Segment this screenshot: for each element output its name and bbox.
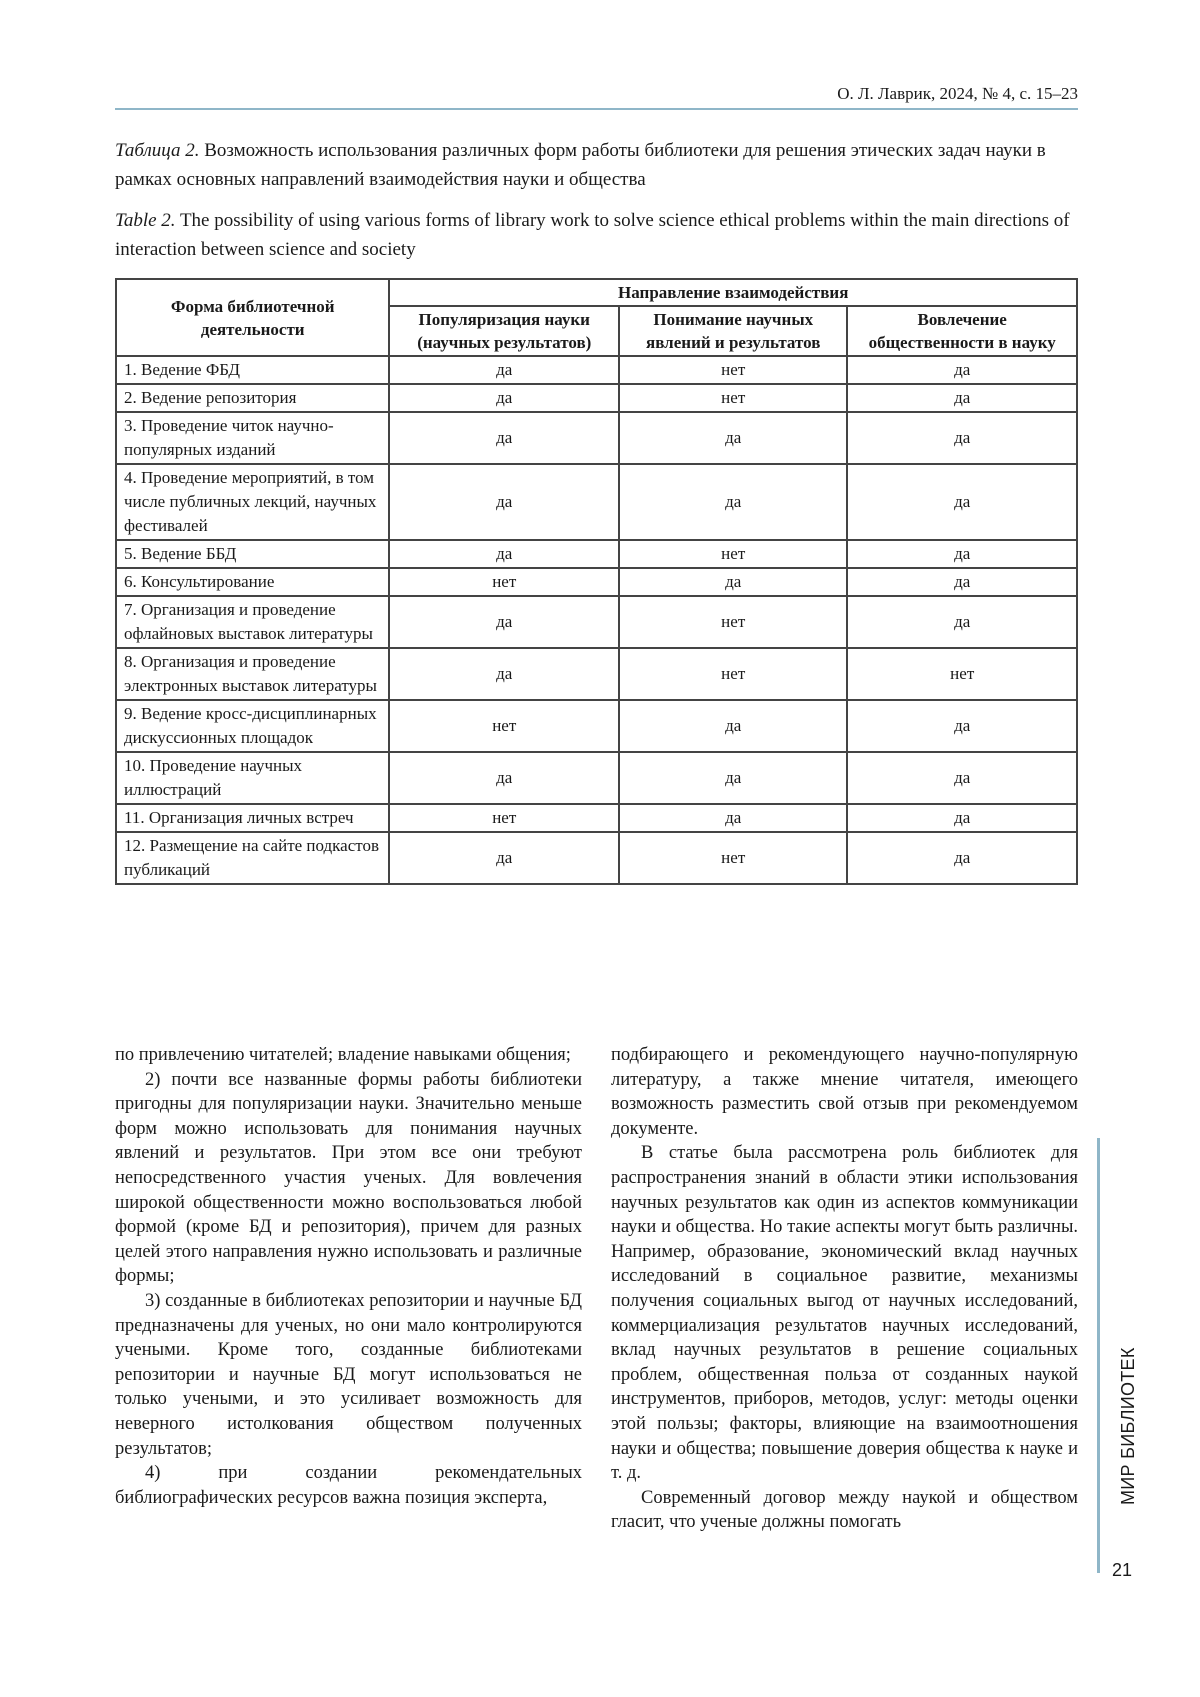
sidebar-rule [1097, 1138, 1100, 1573]
cell-value: да [619, 752, 847, 804]
cell-value: да [389, 596, 619, 648]
page-number: 21 [1112, 1560, 1133, 1580]
paragraph: В статье была рассмотрена роль библиотек для распространения знаний в области этики использования научных результатов как один из аспектов коммуникации науки и общества. Но такие аспекты могут быть различны. Например, образование, экономический вклад научных исследований в социальное развитие, механизмы получения социальных выгод от научных исследований, коммерциализация результатов научных исследований, вклад научных результатов в решение социальных проблем, общественная польза от созданных наукой инструментов, приборов, методов, услуг: методы оценки этой пользы; факторы, влияющие на взаимоотношения науки и общества; повышение доверия общества к науке и т. д. [611, 1143, 1078, 1484]
cell-value: нет [389, 568, 619, 596]
cell-value: да [847, 356, 1077, 384]
cell-value: нет [619, 832, 847, 884]
header-form: Форма библиотечной деятельности [116, 279, 389, 356]
paragraph: по привлечению читателей; владение навыками общения; [115, 1045, 571, 1065]
cell-value: да [389, 464, 619, 540]
cell-value: да [847, 700, 1077, 752]
table-row [116, 596, 1077, 648]
cell-value: да [847, 384, 1077, 412]
cell-form: 12. Размещение на сайте подкастов публикаций [116, 832, 389, 884]
caption-text-ru: Возможность использования различных форм работы библиотеки для решения этических задач науки в рамках основных направлений взаимодействия науки и общества [115, 140, 1046, 190]
header-column: Вовлечение общественности в науку [847, 306, 1077, 356]
table-row [116, 464, 1077, 540]
cell-value: да [847, 540, 1077, 568]
table-header-row-1 [116, 279, 1077, 306]
cell-value: нет [389, 804, 619, 832]
header-column: Понимание научных явлений и результатов [619, 306, 847, 356]
caption-label-ru: Таблица 2. [115, 140, 200, 161]
table-row [116, 804, 1077, 832]
paragraph: 3) созданные в библиотеках репозитории и научные БД предназначены для ученых, но они мало контролируются учеными. Кроме того, созданные библиотеками репозитории и научные БД могут использоваться не только учеными, и это усиливает возможность для неверного истолкования обществом полученных результатов; [115, 1290, 582, 1459]
header-rule [115, 108, 1078, 110]
paragraph: Современный договор между наукой и обществом гласит, что ученые должны помогать [611, 1487, 1078, 1533]
cell-value: да [619, 464, 847, 540]
running-header: О. Л. Лаврик, 2024, № 4, с. 15–23 [837, 84, 1078, 103]
paragraph: 2) почти все названные формы работы библиотеки пригодны для популяризации науки. Значительно меньше форм можно использовать для понимания научных явлений и результатов. При этом все они требуют непосредственного участия ученых. Для вовлечения широкой общественности можно воспользоваться любой формой (кроме БД и репозитория), причем для разных целей этого направления нужно использовать и различные формы; [115, 1069, 582, 1287]
cell-form: 3. Проведение читок научно-популярных изданий [116, 412, 389, 464]
cell-value: да [389, 648, 619, 700]
body-column-right [611, 1043, 1078, 1535]
cell-form: 9. Ведение кросс-дисциплинарных дискуссионных площадок [116, 700, 389, 752]
table-row [116, 412, 1077, 464]
cell-value: да [389, 540, 619, 568]
cell-value: да [847, 464, 1077, 540]
cell-value: да [389, 412, 619, 464]
cell-value: да [847, 412, 1077, 464]
cell-form: 2. Ведение репозитория [116, 384, 389, 412]
cell-value: нет [619, 356, 847, 384]
data-table [115, 278, 1078, 885]
table-body [116, 356, 1077, 884]
caption-text-en: The possibility of using various forms of library work to solve science ethical problems within the main directions of interaction between science and society [115, 210, 1070, 260]
cell-value: нет [619, 540, 847, 568]
cell-value: да [619, 412, 847, 464]
table-row [116, 568, 1077, 596]
cell-value: да [389, 832, 619, 884]
table-row [116, 700, 1077, 752]
cell-form: 7. Организация и проведение офлайновых выставок литературы [116, 596, 389, 648]
cell-value: да [619, 700, 847, 752]
cell-value: нет [619, 384, 847, 412]
cell-form: 8. Организация и проведение электронных выставок литературы [116, 648, 389, 700]
table-row [116, 540, 1077, 568]
table-row [116, 648, 1077, 700]
caption-label-en: Table 2. [115, 210, 176, 231]
paragraph: подбирающего и рекомендующего научно-популярную литературу, а также мнение читателя, имеющего возможность разместить свой отзыв при рекомендуемом документе. [611, 1045, 1078, 1139]
cell-value: да [847, 832, 1077, 884]
cell-value: да [389, 752, 619, 804]
table-caption-en [115, 206, 1075, 264]
cell-value: да [847, 568, 1077, 596]
cell-value: да [847, 752, 1077, 804]
cell-value: нет [389, 700, 619, 752]
cell-value: да [847, 596, 1077, 648]
table-caption-ru [115, 136, 1075, 194]
cell-value: да [389, 384, 619, 412]
cell-value: да [847, 804, 1077, 832]
cell-value: да [619, 568, 847, 596]
cell-value: нет [619, 596, 847, 648]
body-column-left [115, 1043, 582, 1510]
paragraph: 4) при создании рекомендательных библиографических ресурсов важна позиция эксперта, [115, 1463, 582, 1508]
table-row [116, 356, 1077, 384]
cell-form: 1. Ведение ФБД [116, 356, 389, 384]
table-row [116, 752, 1077, 804]
cell-form: 11. Организация личных встреч [116, 804, 389, 832]
cell-value: да [619, 804, 847, 832]
cell-form: 4. Проведение мероприятий, в том числе публичных лекций, научных фестивалей [116, 464, 389, 540]
cell-value: нет [847, 648, 1077, 700]
cell-form: 10. Проведение научных иллюстраций [116, 752, 389, 804]
cell-value: нет [619, 648, 847, 700]
cell-form: 6. Консультирование [116, 568, 389, 596]
journal-name: МИР БИБЛИОТЕК [1118, 1347, 1138, 1505]
header-column: Популяризация науки (научных результатов) [389, 306, 619, 356]
table-row [116, 384, 1077, 412]
cell-form: 5. Ведение ББД [116, 540, 389, 568]
cell-value: да [389, 356, 619, 384]
header-group: Направление взаимодействия [389, 279, 1077, 306]
table-row [116, 832, 1077, 884]
